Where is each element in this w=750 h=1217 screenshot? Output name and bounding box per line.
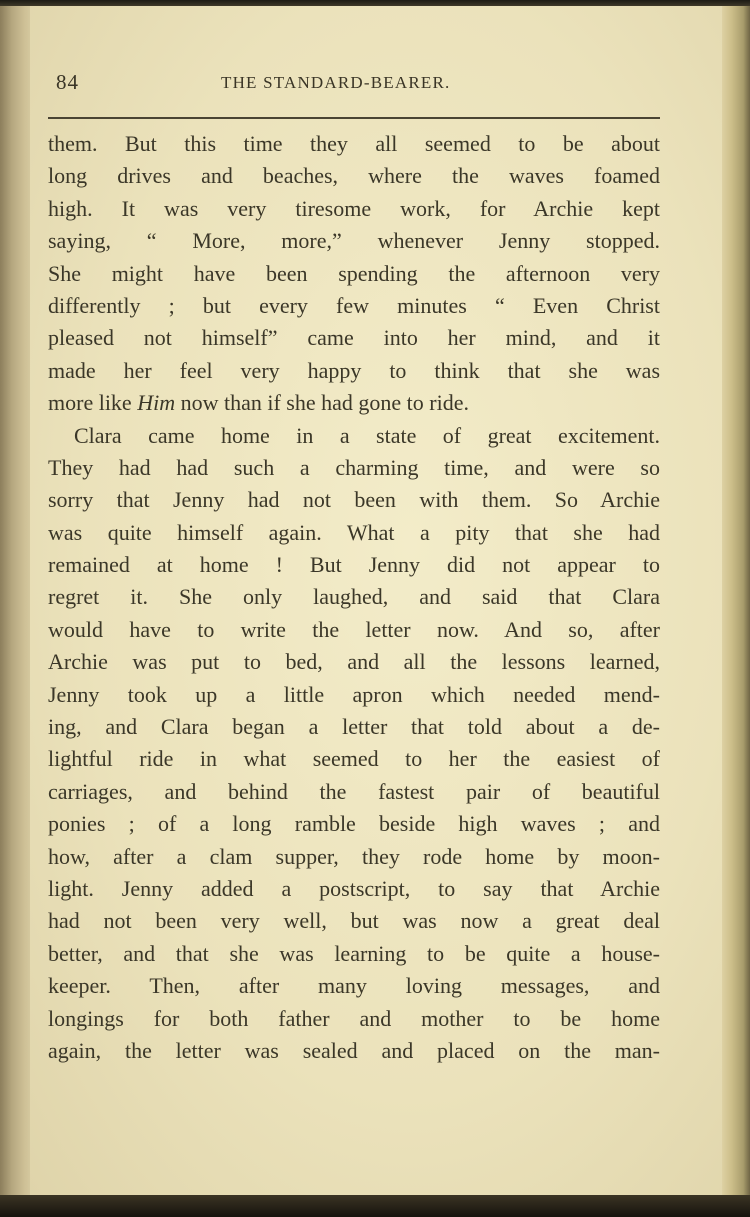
text-line: high. It was very tiresome work, for Archie kept: [48, 195, 660, 221]
text-line: lightful ride in what seemed to her the easiest of: [48, 746, 660, 772]
text-line: was quite himself again. What a pity that she had: [48, 519, 660, 545]
text-line: light. Jenny added a postscript, to say that Archie: [48, 875, 660, 901]
header-rule: [48, 117, 660, 119]
page-header: [56, 64, 660, 104]
text-fragment: now than if she had gone to ride.: [175, 390, 469, 416]
text-line: remained at home ! But Jenny did not appear to: [48, 552, 660, 578]
body-text: [48, 128, 660, 1067]
text-line: Jenny took up a little apron which needed mend-: [48, 681, 660, 707]
book-gutter: [0, 6, 34, 1198]
text-line: Archie was put to bed, and all the lessons learned,: [48, 649, 660, 675]
text-line: carriages, and behind the fastest pair of beautiful: [48, 778, 660, 804]
text-line: would have to write the letter now. And so, after: [48, 616, 660, 642]
text-line: She might have been spending the afternoon very: [48, 260, 660, 286]
text-line: regret it. She only laughed, and said that Clara: [48, 584, 660, 610]
text-line: how, after a clam supper, they rode home by moon-: [48, 843, 660, 869]
text-line: again, the letter was sealed and placed on the man-: [48, 1037, 660, 1063]
text-fragment: more like: [48, 390, 138, 416]
text-line: them. But this time they all seemed to be about: [48, 131, 660, 156]
text-line: Clara came home in a state of great excitement.: [74, 422, 660, 448]
text-line: saying, “ More, more,” whenever Jenny stopped.: [48, 228, 660, 254]
emphasized-word: Him: [137, 390, 176, 416]
running-title: THE STANDARD-BEARER.: [221, 73, 451, 92]
text-line: made her feel very happy to think that she was: [48, 357, 660, 383]
text-line: longings for both father and mother to be home: [48, 1005, 660, 1031]
text-line: had not been very well, but was now a great deal: [48, 908, 660, 934]
text-line: long drives and beaches, where the waves foamed: [48, 163, 660, 189]
text-line: sorry that Jenny had not been with them. So Archie: [48, 487, 660, 513]
text-line: They had had such a charming time, and were so: [48, 454, 660, 480]
text-line: ponies ; of a long ramble beside high waves ; and: [48, 811, 660, 837]
text-line: pleased not himself” came into her mind, and it: [48, 325, 660, 351]
text-line: differently ; but every few minutes “ Even Christ: [48, 292, 660, 318]
text-line: [48, 387, 660, 419]
text-line: keeper. Then, after many loving messages, and: [48, 973, 660, 999]
book-bottom-edge: [0, 1195, 750, 1217]
page-number: 84: [56, 70, 79, 94]
text-line: ing, and Clara began a letter that told about a de-: [48, 714, 660, 740]
text-line: better, and that she was learning to be quite a house-: [48, 940, 660, 966]
